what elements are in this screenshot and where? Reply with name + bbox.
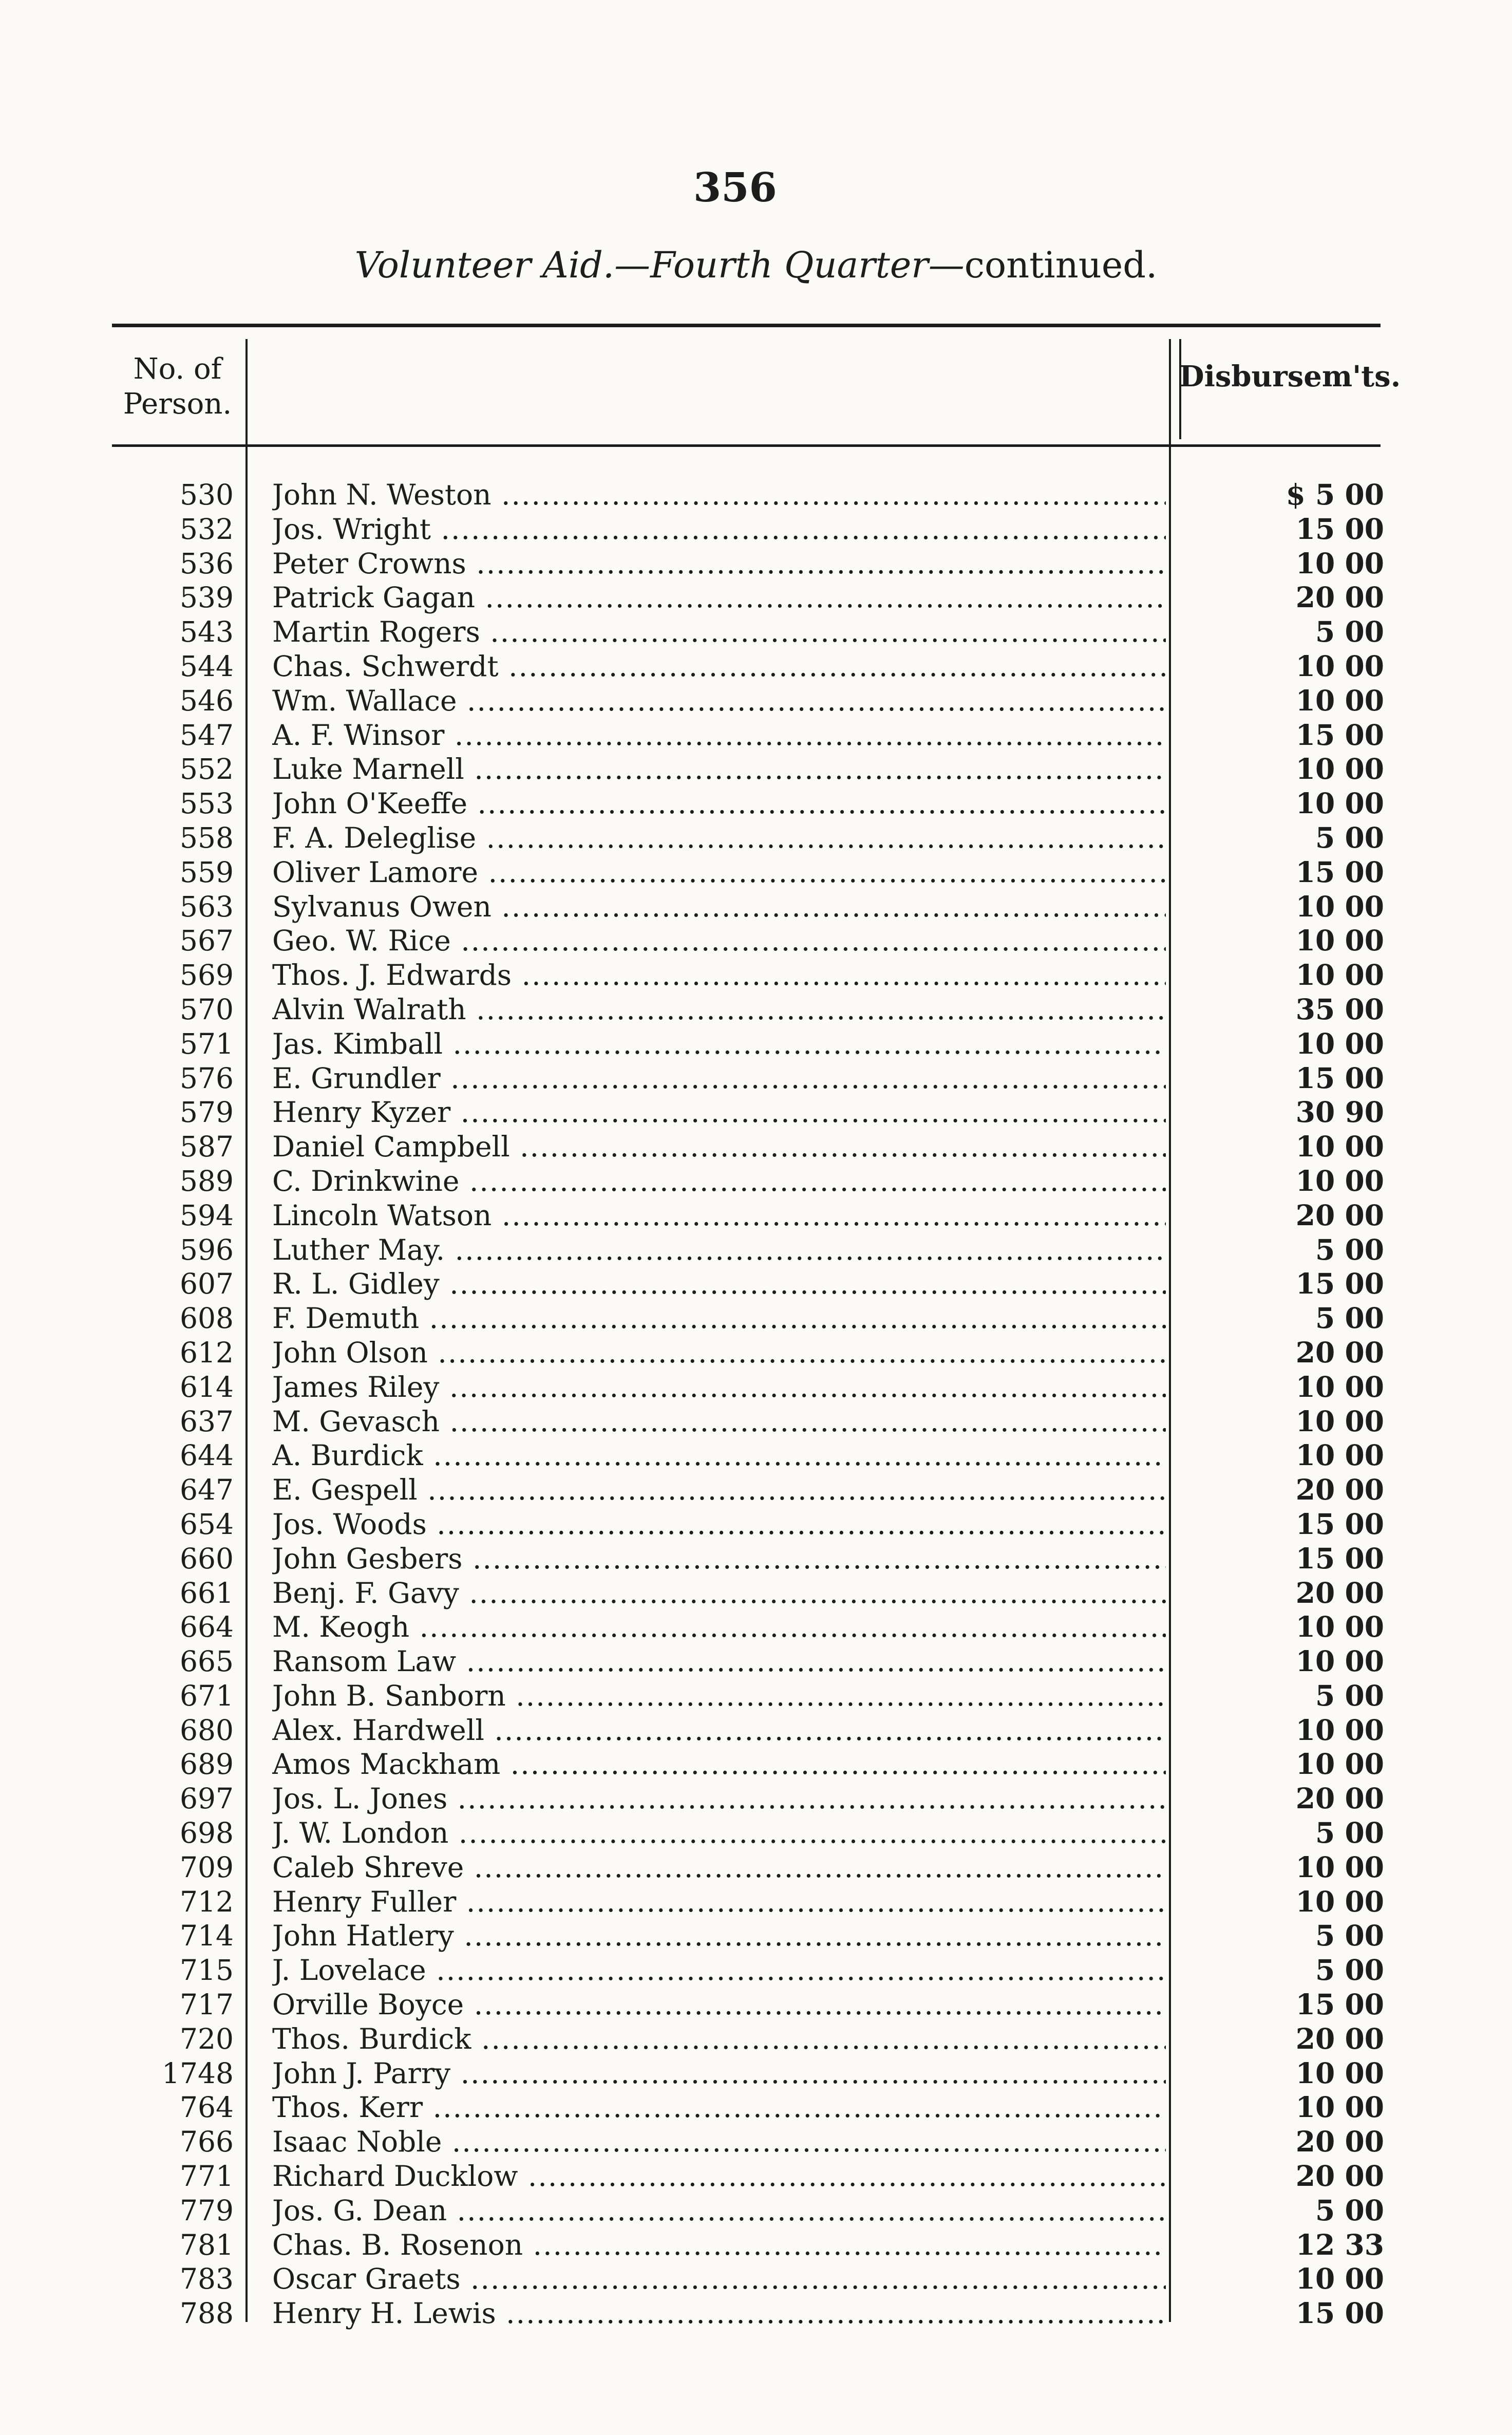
- table-row: [0, 1267, 1512, 1301]
- table-row: [0, 992, 1512, 1027]
- person-number: 665: [180, 1645, 234, 1678]
- disbursement-amount: 5 00: [1315, 1919, 1384, 1953]
- person-number: 680: [180, 1713, 234, 1747]
- person-number: 587: [180, 1130, 234, 1164]
- disbursement-amount: 5 00: [1315, 2193, 1384, 2227]
- person-number: 637: [180, 1404, 234, 1438]
- person-name: John J. Parry .....: [272, 2056, 1166, 2090]
- person-number: 709: [180, 1850, 234, 1884]
- person-name: Sylvanus Owen .....: [272, 890, 1166, 924]
- table-row: [0, 924, 1512, 958]
- disbursement-amount: 10 00: [1295, 1713, 1384, 1747]
- person-name: Geo. W. Rice .....: [272, 924, 1166, 958]
- table-row: [0, 580, 1512, 615]
- person-name: Oscar Graets .....: [272, 2262, 1166, 2296]
- table-row: [0, 1988, 1512, 2022]
- disbursement-amount: 20 00: [1295, 2125, 1384, 2159]
- disbursement-amount: 15 00: [1295, 1988, 1384, 2021]
- person-number: 558: [180, 821, 234, 854]
- table-row: [0, 1061, 1512, 1096]
- disbursement-amount: 10 00: [1295, 1370, 1384, 1403]
- person-number: 567: [180, 924, 234, 958]
- person-name: M. Keogh .....: [272, 1610, 1166, 1644]
- person-name: Ransom Law .....: [272, 1644, 1166, 1678]
- table-row: [0, 1953, 1512, 1988]
- person-number: 661: [180, 1576, 234, 1609]
- person-number: 671: [180, 1679, 234, 1712]
- person-name: A. Burdick .....: [272, 1438, 1166, 1472]
- person-name: Jos. L. Jones .....: [272, 1782, 1166, 1815]
- person-name: Jos. Wright .....: [272, 512, 1166, 546]
- disbursement-amount: 10 00: [1295, 2056, 1384, 2090]
- person-number: 698: [180, 1816, 234, 1850]
- disbursement-amount: 20 00: [1295, 2021, 1384, 2055]
- disbursement-amount: 12 33: [1295, 2227, 1384, 2261]
- table-row: [0, 512, 1512, 547]
- header-bottom-rule: [112, 444, 1381, 447]
- person-number: 532: [180, 512, 234, 546]
- disbursement-amount: 10 00: [1295, 1164, 1384, 1197]
- table-row: [0, 2022, 1512, 2056]
- page-title: [0, 244, 1512, 286]
- person-name: Jos. G. Dean .....: [272, 2194, 1166, 2227]
- disbursement-amount: 5 00: [1315, 1678, 1384, 1712]
- disbursement-amount: 10 00: [1295, 1404, 1384, 1438]
- person-number: 647: [180, 1473, 234, 1507]
- person-name: Thos. Burdick .....: [272, 2022, 1166, 2056]
- person-number: 1748: [162, 2056, 234, 2090]
- person-number: 697: [180, 1782, 234, 1815]
- disbursement-amount: 20 00: [1295, 1782, 1384, 1815]
- table-row: [0, 1782, 1512, 1816]
- header-person-number: [112, 352, 243, 422]
- person-number: 570: [180, 992, 234, 1026]
- person-number: 644: [180, 1439, 234, 1472]
- person-number: 717: [180, 1988, 234, 2021]
- disbursement-amount: 10 00: [1295, 958, 1384, 992]
- person-number: 712: [180, 1885, 234, 1918]
- disbursement-amount: 15 00: [1295, 2296, 1384, 2330]
- person-name: E. Grundler .....: [272, 1061, 1166, 1095]
- table-row: [0, 1336, 1512, 1370]
- disbursement-amount: 10 00: [1295, 786, 1384, 820]
- disbursement-amount: 15 00: [1295, 1061, 1384, 1095]
- disbursement-amount: 30 90: [1295, 1095, 1384, 1129]
- person-name: John B. Sanborn .....: [272, 1679, 1166, 1713]
- table-row: [0, 1542, 1512, 1576]
- table-row: [0, 855, 1512, 890]
- table-row: [0, 2090, 1512, 2125]
- table-row: [0, 958, 1512, 992]
- person-number: 614: [180, 1370, 234, 1403]
- table-row: [0, 1747, 1512, 1782]
- person-name: Patrick Gagan .....: [272, 580, 1166, 614]
- table-row: [0, 2296, 1512, 2331]
- person-name: Orville Boyce .....: [272, 1988, 1166, 2021]
- disbursement-amount: 10 00: [1295, 1438, 1384, 1472]
- table-top-rule: [112, 324, 1381, 327]
- person-number: 569: [180, 959, 234, 992]
- person-name: Luther May. .....: [272, 1233, 1166, 1267]
- person-name: John N. Weston .....: [272, 478, 1166, 512]
- table-row: [0, 821, 1512, 855]
- person-number: 771: [180, 2160, 234, 2193]
- disbursement-amount: 10 00: [1295, 752, 1384, 786]
- person-name: Amos Mackham .....: [272, 1747, 1166, 1781]
- person-name: Wm. Wallace .....: [272, 684, 1166, 718]
- person-name: J. W. London .....: [272, 1816, 1166, 1850]
- disbursement-amount: 10 00: [1295, 683, 1384, 717]
- disbursement-amount: 20 00: [1295, 2159, 1384, 2193]
- person-name: Thos. J. Edwards .....: [272, 958, 1166, 992]
- person-name: Oliver Lamore .....: [272, 855, 1166, 889]
- table-row: [0, 1095, 1512, 1130]
- person-name: R. L. Gidley .....: [272, 1267, 1166, 1301]
- person-number: 553: [180, 787, 234, 820]
- person-name: J. Lovelace .....: [272, 1953, 1166, 1987]
- table-row: [0, 615, 1512, 649]
- table-row: [0, 1644, 1512, 1679]
- person-number: 779: [180, 2194, 234, 2227]
- disbursement-amount: 20 00: [1295, 1473, 1384, 1507]
- disbursement-amount: 10 00: [1295, 889, 1384, 923]
- person-name: A. F. Winsor .....: [272, 718, 1166, 752]
- person-number: 612: [180, 1336, 234, 1369]
- header-number-line2: Person.: [123, 387, 232, 421]
- table-row: [0, 1301, 1512, 1336]
- disbursement-table-body: [0, 478, 1512, 2331]
- person-number: 576: [180, 1061, 234, 1095]
- header-disbursements: Disbursem'ts.: [1179, 360, 1401, 394]
- table-row: [0, 2056, 1512, 2091]
- table-row: [0, 1885, 1512, 1919]
- disbursement-amount: $ 5 00: [1286, 478, 1384, 511]
- person-name: Chas. B. Rosenon .....: [272, 2228, 1166, 2262]
- person-number: 559: [180, 855, 234, 889]
- table-row: [0, 1473, 1512, 1507]
- person-name: Thos. Kerr .....: [272, 2090, 1166, 2124]
- person-name: Richard Ducklow .....: [272, 2159, 1166, 2193]
- person-name: John O'Keeffe .....: [272, 786, 1166, 820]
- person-number: 536: [180, 547, 234, 580]
- table-row: [0, 1233, 1512, 1267]
- table-row: [0, 1130, 1512, 1164]
- disbursement-amount: 15 00: [1295, 718, 1384, 752]
- disbursement-amount: 5 00: [1315, 1301, 1384, 1335]
- disbursement-amount: 10 00: [1295, 1850, 1384, 1884]
- person-number: 552: [180, 753, 234, 786]
- person-number: 607: [180, 1267, 234, 1301]
- person-name: Jas. Kimball .....: [272, 1027, 1166, 1061]
- table-row: [0, 2228, 1512, 2262]
- person-name: Martin Rogers .....: [272, 615, 1166, 649]
- table-row: [0, 1816, 1512, 1850]
- person-name: Alex. Hardwell .....: [272, 1713, 1166, 1747]
- disbursement-amount: 10 00: [1295, 2090, 1384, 2124]
- disbursement-amount: 5 00: [1315, 615, 1384, 649]
- table-row: [0, 547, 1512, 581]
- person-name: Luke Marnell .....: [272, 752, 1166, 786]
- disbursement-amount: 10 00: [1295, 1747, 1384, 1781]
- person-name: John Hatlery .....: [272, 1919, 1166, 1953]
- person-number: 589: [180, 1164, 234, 1197]
- person-number: 664: [180, 1610, 234, 1644]
- disbursement-amount: 10 00: [1295, 1644, 1384, 1678]
- person-number: 546: [180, 684, 234, 717]
- person-name: C. Drinkwine .....: [272, 1164, 1166, 1198]
- table-row: [0, 684, 1512, 718]
- person-name: Henry Fuller .....: [272, 1885, 1166, 1919]
- person-name: John Olson .....: [272, 1336, 1166, 1370]
- person-number: 781: [180, 2228, 234, 2261]
- person-name: Jos. Woods .....: [272, 1507, 1166, 1541]
- table-row: [0, 1370, 1512, 1404]
- person-name: F. A. Deleglise .....: [272, 821, 1166, 855]
- person-name: Peter Crowns .....: [272, 547, 1166, 580]
- person-number: 689: [180, 1748, 234, 1781]
- table-row: [0, 1164, 1512, 1198]
- table-row: [0, 1919, 1512, 1953]
- person-name: F. Demuth .....: [272, 1301, 1166, 1335]
- disbursement-amount: 10 00: [1295, 546, 1384, 580]
- person-name: Isaac Noble .....: [272, 2125, 1166, 2159]
- table-row: [0, 1027, 1512, 1061]
- person-number: 714: [180, 1919, 234, 1953]
- table-row: [0, 890, 1512, 924]
- person-number: 544: [180, 649, 234, 683]
- disbursement-amount: 10 00: [1295, 649, 1384, 683]
- person-name: Henry H. Lewis .....: [272, 2296, 1166, 2330]
- table-row: [0, 1850, 1512, 1885]
- person-number: 563: [180, 890, 234, 923]
- person-number: 720: [180, 2022, 234, 2055]
- disbursement-amount: 35 00: [1295, 992, 1384, 1026]
- person-name: Caleb Shreve .....: [272, 1850, 1166, 1884]
- person-number: 579: [180, 1096, 234, 1129]
- disbursement-amount: 5 00: [1315, 1232, 1384, 1266]
- person-number: 530: [180, 478, 234, 511]
- person-number: 660: [180, 1542, 234, 1575]
- person-name: Chas. Schwerdt .....: [272, 649, 1166, 683]
- table-row: [0, 786, 1512, 821]
- table-row: [0, 1438, 1512, 1473]
- disbursement-amount: 5 00: [1315, 1816, 1384, 1850]
- person-number: 764: [180, 2091, 234, 2124]
- person-number: 571: [180, 1027, 234, 1060]
- person-number: 608: [180, 1302, 234, 1335]
- person-name: E. Gespell .....: [272, 1473, 1166, 1507]
- disbursement-amount: 10 00: [1295, 1610, 1384, 1644]
- disbursement-amount: 20 00: [1295, 1576, 1384, 1609]
- table-row: [0, 752, 1512, 786]
- disbursement-amount: 10 00: [1295, 1884, 1384, 1918]
- title-italic: Volunteer Aid.—Fourth Quarter—: [354, 244, 965, 286]
- person-name: M. Gevasch .....: [272, 1404, 1166, 1438]
- disbursement-amount: 20 00: [1295, 580, 1384, 614]
- disbursement-amount: 15 00: [1295, 855, 1384, 889]
- table-row: [0, 649, 1512, 684]
- disbursement-amount: 10 00: [1295, 1026, 1384, 1060]
- disbursement-amount: 20 00: [1295, 1198, 1384, 1232]
- disbursement-amount: 15 00: [1295, 1507, 1384, 1541]
- disbursement-amount: 15 00: [1295, 1267, 1384, 1301]
- person-name: James Riley .....: [272, 1370, 1166, 1404]
- table-row: [0, 2262, 1512, 2296]
- person-name: Daniel Campbell .....: [272, 1130, 1166, 1164]
- person-number: 783: [180, 2262, 234, 2296]
- person-number: 766: [180, 2125, 234, 2159]
- person-name: Alvin Walrath .....: [272, 992, 1166, 1026]
- header-number-line1: No. of: [133, 352, 222, 386]
- disbursement-amount: 10 00: [1295, 1130, 1384, 1164]
- table-row: [0, 2159, 1512, 2194]
- table-row: [0, 1198, 1512, 1233]
- person-name: Henry Kyzer .....: [272, 1095, 1166, 1129]
- disbursement-amount: 10 00: [1295, 2262, 1384, 2296]
- person-number: 594: [180, 1198, 234, 1232]
- person-name: Benj. F. Gavy .....: [272, 1576, 1166, 1610]
- table-row: [0, 2194, 1512, 2228]
- title-continued: continued.: [964, 244, 1158, 286]
- person-name: Lincoln Watson .....: [272, 1198, 1166, 1232]
- person-number: 715: [180, 1954, 234, 1987]
- disbursement-amount: 15 00: [1295, 512, 1384, 546]
- person-number: 596: [180, 1233, 234, 1266]
- table-row: [0, 1713, 1512, 1748]
- person-number: 788: [180, 2297, 234, 2330]
- table-row: [0, 1679, 1512, 1713]
- person-number: 654: [180, 1507, 234, 1541]
- table-row: [0, 1576, 1512, 1610]
- disbursement-amount: 5 00: [1315, 820, 1384, 854]
- disbursement-amount: 5 00: [1315, 1953, 1384, 1987]
- table-row: [0, 478, 1512, 512]
- person-number: 543: [180, 615, 234, 649]
- table-row: [0, 1610, 1512, 1644]
- page-number: 356: [693, 164, 777, 211]
- person-number: 547: [180, 718, 234, 752]
- disbursement-amount: 20 00: [1295, 1335, 1384, 1369]
- person-name: John Gesbers .....: [272, 1542, 1166, 1576]
- table-row: [0, 1507, 1512, 1542]
- table-row: [0, 2125, 1512, 2159]
- table-row: [0, 718, 1512, 753]
- disbursement-amount: 10 00: [1295, 924, 1384, 958]
- person-number: 539: [180, 581, 234, 614]
- table-row: [0, 1404, 1512, 1439]
- disbursement-amount: 15 00: [1295, 1541, 1384, 1575]
